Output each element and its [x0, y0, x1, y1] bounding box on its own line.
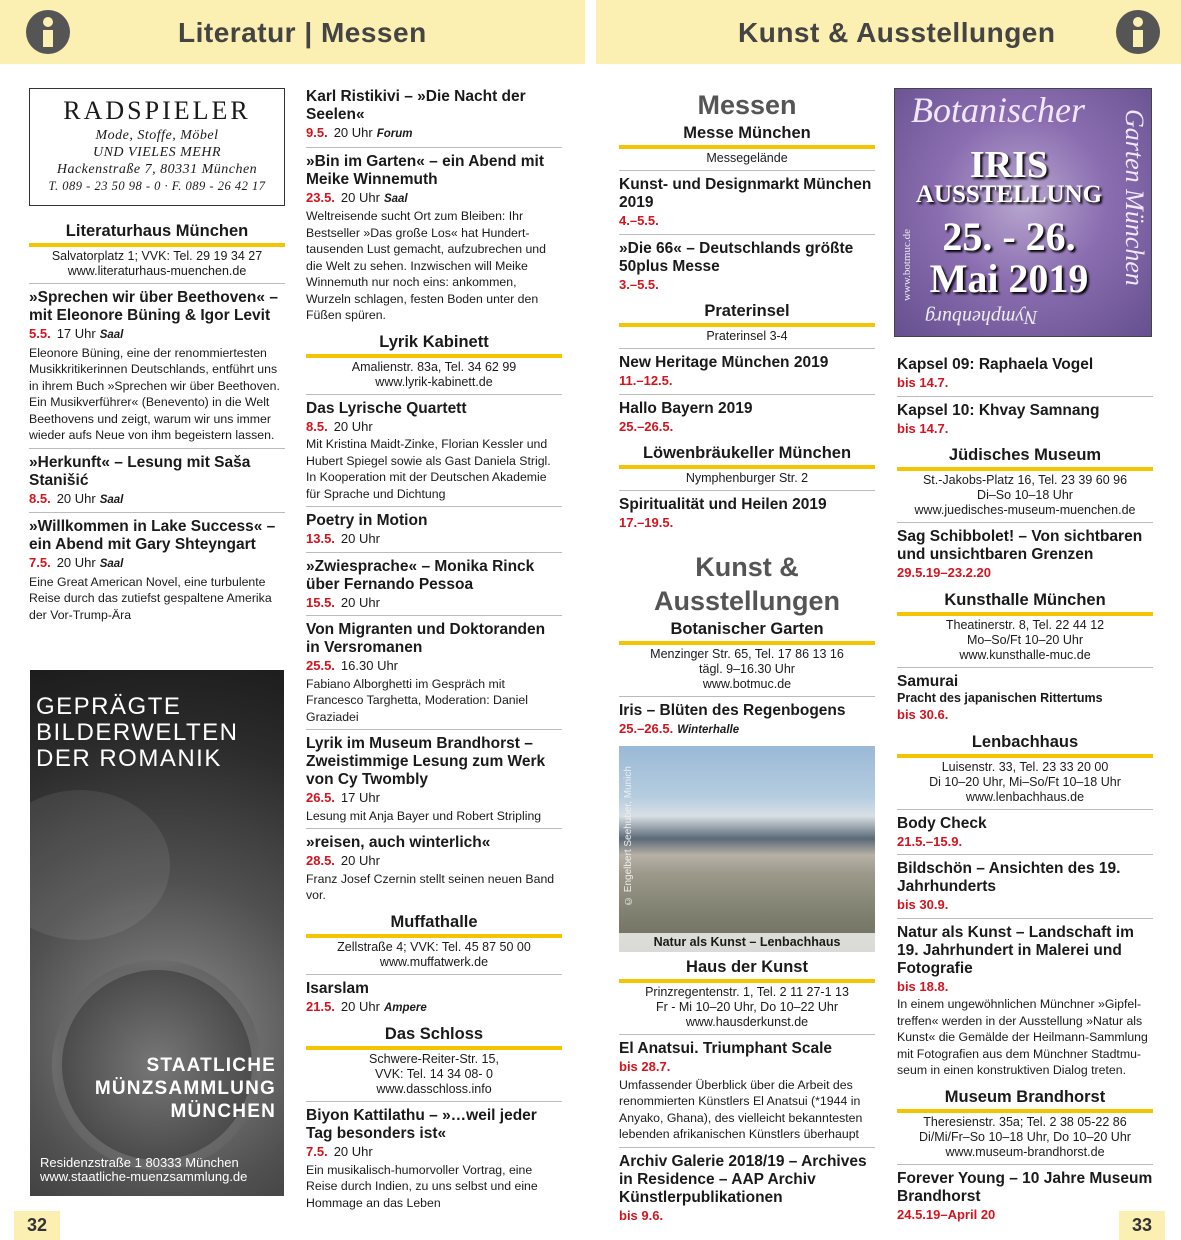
- event-description: Ein musikalisch-humorvoller Vortrag, eine Reise durch Indien, zu uns selbst und eine Hommage an das Leben: [306, 1162, 538, 1210]
- event-title: Iris – Blüten des Regenbogens: [619, 701, 846, 719]
- venue-link[interactable]: www.lenbachhaus.de: [965, 789, 1085, 804]
- event-title: Kunst- und Designmarkt München 2019: [619, 176, 872, 211]
- event-item: »Zwiesprache« – Monika Rinck über Fernando Pessoa 15.5. 20 Uhr: [306, 558, 562, 617]
- ad-text: Botanischer: [911, 90, 1085, 130]
- venue-heading: Kunsthalle München: [897, 591, 1153, 616]
- event-item: Lyrik im Museum Brandhorst – Zweistimmige Lesung zum Werk von Cy Twombly 26.5. 17 Uhr Lesung mit Anja Bayer und Robert Stripling: [306, 735, 562, 829]
- ad-line: UND VIELES MEHR: [92, 145, 222, 160]
- column-3: [619, 88, 875, 1233]
- ad-address: Residenzstraße 1 80333 München www.staatliche-muenzsammlung.de: [40, 1155, 248, 1184]
- venue-link[interactable]: www.lyrik-kabinett.de: [375, 374, 493, 389]
- ad-brand: RADSPIELER: [63, 96, 251, 125]
- ad-text: Garten München: [1120, 109, 1149, 286]
- venue-heading: Haus der Kunst: [619, 958, 875, 983]
- event-subtitle: Pracht des japanischen Rittertums: [897, 690, 1103, 705]
- venue-heading: Muffathalle: [306, 913, 562, 938]
- event-title: Natur als Kunst – Landschaft im 19. Jahrhundert in Malerei und Fotografie: [897, 923, 1134, 977]
- event-item: »Sprechen wir über Beethoven« – mit Eleonore Büning & Igor Levit 5.5. 17 Uhr Saal Eleonore Büning, eine der renommiertesten Musikkritikerinnen Deutschlands, entführt uns in ihrem Buch »Sprechen wir über Beethoven. Ein Musikverführer« (Benevento) in die Welt Beethovens und zeigt, warum wir uns immer wieder aufs Neue von ihm begeistern lassen.: [29, 289, 285, 449]
- event-item: Samurai Pracht des japanischen Rittertums bis 30.6.: [897, 673, 1153, 728]
- ad-organisation: STAATLICHE MÜNZSAMMLUNG MÜNCHEN: [94, 1055, 276, 1122]
- event-description: Umfassender Überblick über die Arbeit des renommierten Künstlers El Anatsui (*1944 in Anyako, Ghana), des vielleicht bekanntesten lebenden afrikanischen Künstlers überhaupt: [619, 1077, 863, 1141]
- event-description: Lesung mit Anja Bayer und Robert Stripling: [306, 808, 542, 823]
- event-title: Forever Young – 10 Jahre Museum Brandhorst: [897, 1169, 1153, 1205]
- event-item: Spiritualität und Heilen 2019 17.–19.5.: [619, 496, 875, 536]
- venue-info: Salvatorplatz 1; VVK: Tel. 29 19 34 27 www.literaturhaus-muenchen.de: [29, 249, 285, 284]
- event-title: Sag Schibbolet! – Von sichtbaren und unsichtbaren Grenzen: [897, 528, 1143, 563]
- section-title-left: Literatur | Messen: [178, 17, 427, 48]
- venue-info: Nymphenburger Str. 2: [619, 471, 875, 491]
- image-caption: Natur als Kunst – Lenbachhaus: [619, 933, 875, 953]
- event-description: Franz Josef Czernin stellt seinen neuen Band vor.: [306, 871, 555, 902]
- event-description: Weltreisende sucht Ort zum Bleiben: Ihr Bestseller »Das große Los« hat Hunderttausenden Lust gemacht, aufzubrechen und die Welt zu sehen. Inzwischen will Meike Winnemuth nur noch eins: ankommen, Wurzeln schlagen, festen Boden unter den Füßen spüren.: [306, 209, 546, 322]
- event-item: Iris – Blüten des Regenbogens 25.–26.5. Winterhalle: [619, 702, 875, 743]
- event-item: Das Lyrische Quartett 8.5. 20 Uhr Mit Kristina Maidt-Zinke, Florian Kessler und Hubert Spiegel sowie als Gast Daniela Strigl. In Kooperation mit der Deutschen Akademie für Sprache und Dichtung: [306, 400, 562, 508]
- venue-info: Theatinerstr. 8, Tel. 22 44 12 Mo–So/Ft 10–20 Uhr www.kunsthalle-muc.de: [897, 618, 1153, 668]
- event-item: Kapsel 09: Raphaela Vogel bis 14.7.: [897, 356, 1153, 397]
- event-item: New Heritage München 2019 11.–12.5.: [619, 354, 875, 395]
- event-item: El Anatsui. Triumphant Scale bis 28.7. Umfassender Überblick über die Arbeit des renommierten Künstlers El Anatsui (*1944 in Anyako, Ghana), des vielleicht bekanntesten lebenden afrikanischen Künstlers überhaupt: [619, 1040, 875, 1148]
- venue-link[interactable]: www.literaturhaus-muenchen.de: [67, 264, 247, 278]
- event-title: New Heritage München 2019: [619, 354, 829, 371]
- event-item: Karl Ristikivi – »Die Nacht der Seelen« 9.5. 20 Uhr Forum: [306, 88, 562, 148]
- event-title: Samurai: [897, 672, 959, 690]
- event-item: Kapsel 10: Khvay Samnang bis 14.7.: [897, 402, 1153, 442]
- event-item: Bildschön – Ansichten des 19. Jahrhunderts bis 30.9.: [897, 860, 1153, 919]
- event-title: Bildschön – Ansichten des 19. Jahrhunderts: [897, 860, 1121, 895]
- venue-info: Praterinsel 3-4: [619, 329, 875, 349]
- event-title: Hallo Bayern 2019: [619, 399, 753, 417]
- section-title-right: Kunst & Ausstellungen: [738, 17, 1056, 48]
- venue-heading: Das Schloss: [306, 1025, 562, 1050]
- event-title: Archiv Galerie 2018/19 – Archives in Residence – AAP Archiv Künstlerpublikationen: [619, 1152, 867, 1206]
- ad-text: Nymphenburg: [925, 306, 1038, 328]
- event-title: Poetry in Motion: [306, 512, 428, 529]
- page-number-right: 33: [1119, 1211, 1165, 1240]
- venue-link[interactable]: www.kunsthalle-muc.de: [959, 647, 1091, 662]
- event-title: El Anatsui. Triumphant Scale: [619, 1040, 833, 1057]
- ad-text: AUSSTELLUNG: [915, 181, 1103, 208]
- ad-line: T. 089 - 23 50 98 - 0 · F. 089 - 26 42 17: [48, 179, 266, 193]
- event-item: Natur als Kunst – Landschaft im 19. Jahrhundert in Malerei und Fotografie bis 18.8. In einem ungewöhnlichen Münchner »Gipfeltreffen« werden in der Ausstellung »Natur als Kunst« die Gemälde der Heilmann-Sammlung mit Fotografien aus dem Münchner Stadtmuseum in einen konstruktiven Dialog treten.: [897, 924, 1153, 1083]
- ad-text: IRIS: [969, 144, 1049, 186]
- venue-heading: Lenbachhaus: [897, 733, 1153, 758]
- ad-text: www.botmuc.de: [901, 229, 913, 301]
- venue-info: Prinzregentenstr. 1, Tel. 2 11 27-1 13 Fr - Mi 10–20 Uhr, Do 10–22 Uhr www.hausderkunst.de: [619, 985, 875, 1035]
- event-title: Karl Ristikivi – »Die Nacht der Seelen«: [306, 88, 526, 123]
- event-item: Body Check 21.5.–15.9.: [897, 815, 1153, 856]
- event-item: »Die 66« – Deutschlands größte 50plus Messe 3.–5.5.: [619, 240, 875, 298]
- event-title: Das Lyrische Quartett: [306, 399, 467, 417]
- venue-info: Theresienstr. 35a; Tel. 2 38 05-22 86 Di/Mi/Fr–So 10–18 Uhr, Do 10–20 Uhr www.museum-brandhorst.de: [897, 1115, 1153, 1165]
- venue-link[interactable]: www.juedisches-museum-muenchen.de: [914, 503, 1136, 517]
- coin-image: [30, 790, 170, 940]
- event-description: Mit Kristina Maidt-Zinke, Florian Kessler und Hubert Spiegel sowie als Gast Daniela Strigl. In Kooperation mit der Deutschen Akademie für Sprache und Dichtung: [306, 437, 551, 501]
- info-logo-icon: [26, 10, 70, 54]
- event-item: »reisen, auch winterlich« 28.5. 20 Uhr Franz Josef Czernin stellt seinen neuen Band vor.: [306, 834, 562, 908]
- painting-image: [619, 746, 875, 952]
- category-heading: Messen: [697, 90, 797, 120]
- event-title: Kapsel 10: Khvay Samnang: [897, 401, 1100, 419]
- venue-heading: Literaturhaus München: [29, 222, 285, 247]
- ad-headline: GEPRÄGTE BILDERWELTEN DER ROMANIK: [36, 693, 239, 772]
- event-item: Sag Schibbolet! – Von sichtbaren und unsichtbaren Grenzen 29.5.19–23.2.20: [897, 528, 1153, 586]
- event-title: Spiritualität und Heilen 2019: [619, 496, 827, 513]
- ad-line: Hackenstraße 7, 80331 München: [56, 162, 258, 177]
- venue-link[interactable]: www.botmuc.de: [702, 676, 792, 691]
- event-title: Biyon Kattilathu – »…weil jeder Tag besonders ist«: [306, 1107, 537, 1142]
- event-title: »Die 66« – Deutschlands größte 50plus Messe: [619, 239, 854, 275]
- ad-muenzsammlung[interactable]: [30, 670, 284, 1196]
- ad-radspieler[interactable]: [29, 88, 285, 206]
- event-title: »reisen, auch winterlich«: [306, 834, 491, 851]
- venue-info: Zellstraße 4; VVK: Tel. 45 87 50 00 www.muffatwerk.de: [306, 940, 562, 975]
- ad-text: 25. - 26.: [942, 214, 1076, 259]
- venue-link[interactable]: www.muffatwerk.de: [379, 954, 489, 969]
- event-title: »Sprechen wir über Beethoven« – mit Eleonore Büning & Igor Levit: [29, 289, 278, 324]
- event-item: »Herkunft« – Lesung mit Saša Stanišić 8.5. 20 Uhr Saal: [29, 454, 285, 514]
- venue-heading: Museum Brandhorst: [897, 1088, 1153, 1113]
- event-title: Kapsel 09: Raphaela Vogel: [897, 356, 1094, 373]
- venue-info: St.-Jakobs-Platz 16, Tel. 23 39 60 96 Di–So 10–18 Uhr www.juedisches-museum-muenchen.de: [897, 473, 1153, 523]
- event-description: In einem ungewöhnlichen Münchner »Gipfeltreffen« werden in der Ausstellung »Natur als Kunst« die Gemälde der Heilmann-Sammlung mit Fotografien aus dem Münchner Stadtmuseum in einen konstruktiven Dialog treten.: [897, 997, 1148, 1077]
- event-description: Eine Great American Novel, eine turbulente Reise durch das zutiefst gespaltene Amerika der Vor-Trump-Ära: [29, 574, 272, 622]
- event-title: Von Migranten und Doktoranden in Versromanen: [306, 621, 546, 656]
- ad-line: Mode, Stoffe, Möbel: [95, 128, 219, 143]
- ad-text: Mai 2019: [929, 256, 1089, 301]
- venue-info: Amalienstr. 83a, Tel. 34 62 99 www.lyrik-kabinett.de: [306, 360, 562, 395]
- venue-info: Luisenstr. 33, Tel. 23 33 20 00 Di 10–20 Uhr, Mi–So/Ft 10–18 Uhr www.lenbachhaus.de: [897, 760, 1153, 810]
- event-item: »Bin im Garten« – ein Abend mit Meike Winnemuth 23.5. 20 Uhr Saal Weltreisende sucht Ort zum Bleiben: Ihr Bestseller »Das große Los« hat Hunderttausenden Lust gemacht, aufzubrechen und die Welt zu sehen. Inzwischen will Meike Winnemuth nur noch eins: ankommen, Wurzeln schlagen, festen Boden unter den Füßen spüren.: [306, 153, 562, 328]
- event-item: Archiv Galerie 2018/19 – Archives in Residence – AAP Archiv Künstlerpublikationen bis 9.6.: [619, 1153, 875, 1229]
- venue-link[interactable]: www.museum-brandhorst.de: [945, 1144, 1105, 1159]
- venue-link[interactable]: www.hausderkunst.de: [685, 1015, 809, 1029]
- image-credit: © Engelbert Seehuber, Munich: [623, 766, 634, 906]
- category-heading: Kunst & Ausstellungen: [653, 551, 841, 616]
- page-number-left: 32: [14, 1211, 60, 1240]
- venue-heading: Messe München: [619, 124, 875, 149]
- event-item: Isarslam 21.5. 20 Uhr Ampere: [306, 980, 562, 1021]
- venue-heading: Botanischer Garten: [619, 620, 875, 645]
- event-item: Biyon Kattilathu – »…weil jeder Tag besonders ist« 7.5. 20 Uhr Ein musikalisch-humorvoller Vortrag, eine Reise durch Indien, zu uns selbst und eine Hommage an das Leben: [306, 1107, 562, 1215]
- venue-info: Menzinger Str. 65, Tel. 17 86 13 16 tägl. 9–16.30 Uhr www.botmuc.de: [619, 647, 875, 697]
- event-title: »Bin im Garten« – ein Abend mit Meike Winnemuth: [306, 152, 545, 188]
- event-item: »Willkommen in Lake Success« – ein Abend mit Gary Shteyngart 7.5. 20 Uhr Saal Eine Great American Novel, eine turbulente Reise durch das zutiefst gespaltene Amerika der Vor-Trump-Ära: [29, 518, 285, 627]
- event-title: »Herkunft« – Lesung mit Saša Stanišić: [29, 453, 251, 489]
- event-description: Eleonore Büning, eine der renommiertesten Musikkritikerinnen Deutschlands, entführt uns in ihrem Buch »Sprechen wir über Beethoven. Ein Musikverführer« (Benevento) in die Welt Beethovens und zeigt, warum wir uns immer wieder aufs Neue von ihm begeistern lassen.: [29, 345, 280, 442]
- event-title: Body Check: [897, 814, 987, 832]
- ad-botanischer-garten[interactable]: [894, 88, 1152, 337]
- column-4: [897, 356, 1153, 1232]
- event-title: Isarslam: [306, 979, 369, 997]
- event-title: »Zwiesprache« – Monika Rinck über Fernando Pessoa: [306, 557, 535, 593]
- venue-heading: Lyrik Kabinett: [306, 333, 562, 358]
- event-title: »Willkommen in Lake Success« – ein Abend mit Gary Shteyngart: [29, 518, 276, 553]
- event-title: Lyrik im Museum Brandhorst – Zweistimmige Lesung zum Werk von Cy Twombly: [306, 735, 546, 788]
- venue-link[interactable]: www.dasschloss.info: [376, 1082, 492, 1096]
- venue-info: Messegelände: [619, 151, 875, 171]
- event-item: Von Migranten und Doktoranden in Versromanen 25.5. 16.30 Uhr Fabiano Alborghetti im Gespräch mit Francesco Targhetta, Moderation: Daniel Graziadei: [306, 621, 562, 730]
- event-item: Forever Young – 10 Jahre Museum Brandhorst 24.5.19–April 20: [897, 1169, 1153, 1222]
- column-1: [29, 88, 285, 632]
- venue-heading: Löwenbräukeller München: [619, 444, 875, 469]
- event-item: Kunst- und Designmarkt München 2019 4.–5.5.: [619, 176, 875, 235]
- event-item: Hallo Bayern 2019 25.–26.5.: [619, 400, 875, 440]
- column-2: [306, 88, 562, 1220]
- venue-heading: Jüdisches Museum: [897, 446, 1153, 471]
- venue-heading: Praterinsel: [619, 302, 875, 327]
- event-item: Poetry in Motion 13.5. 20 Uhr: [306, 512, 562, 553]
- venue-info: Schwere-Reiter-Str. 15, VVK: Tel. 14 34 08- 0 www.dasschloss.info: [306, 1052, 562, 1102]
- event-description: Fabiano Alborghetti im Gespräch mit Francesco Targhetta, Moderation: Daniel Graziadei: [306, 676, 528, 724]
- info-logo-icon: [1116, 10, 1160, 54]
